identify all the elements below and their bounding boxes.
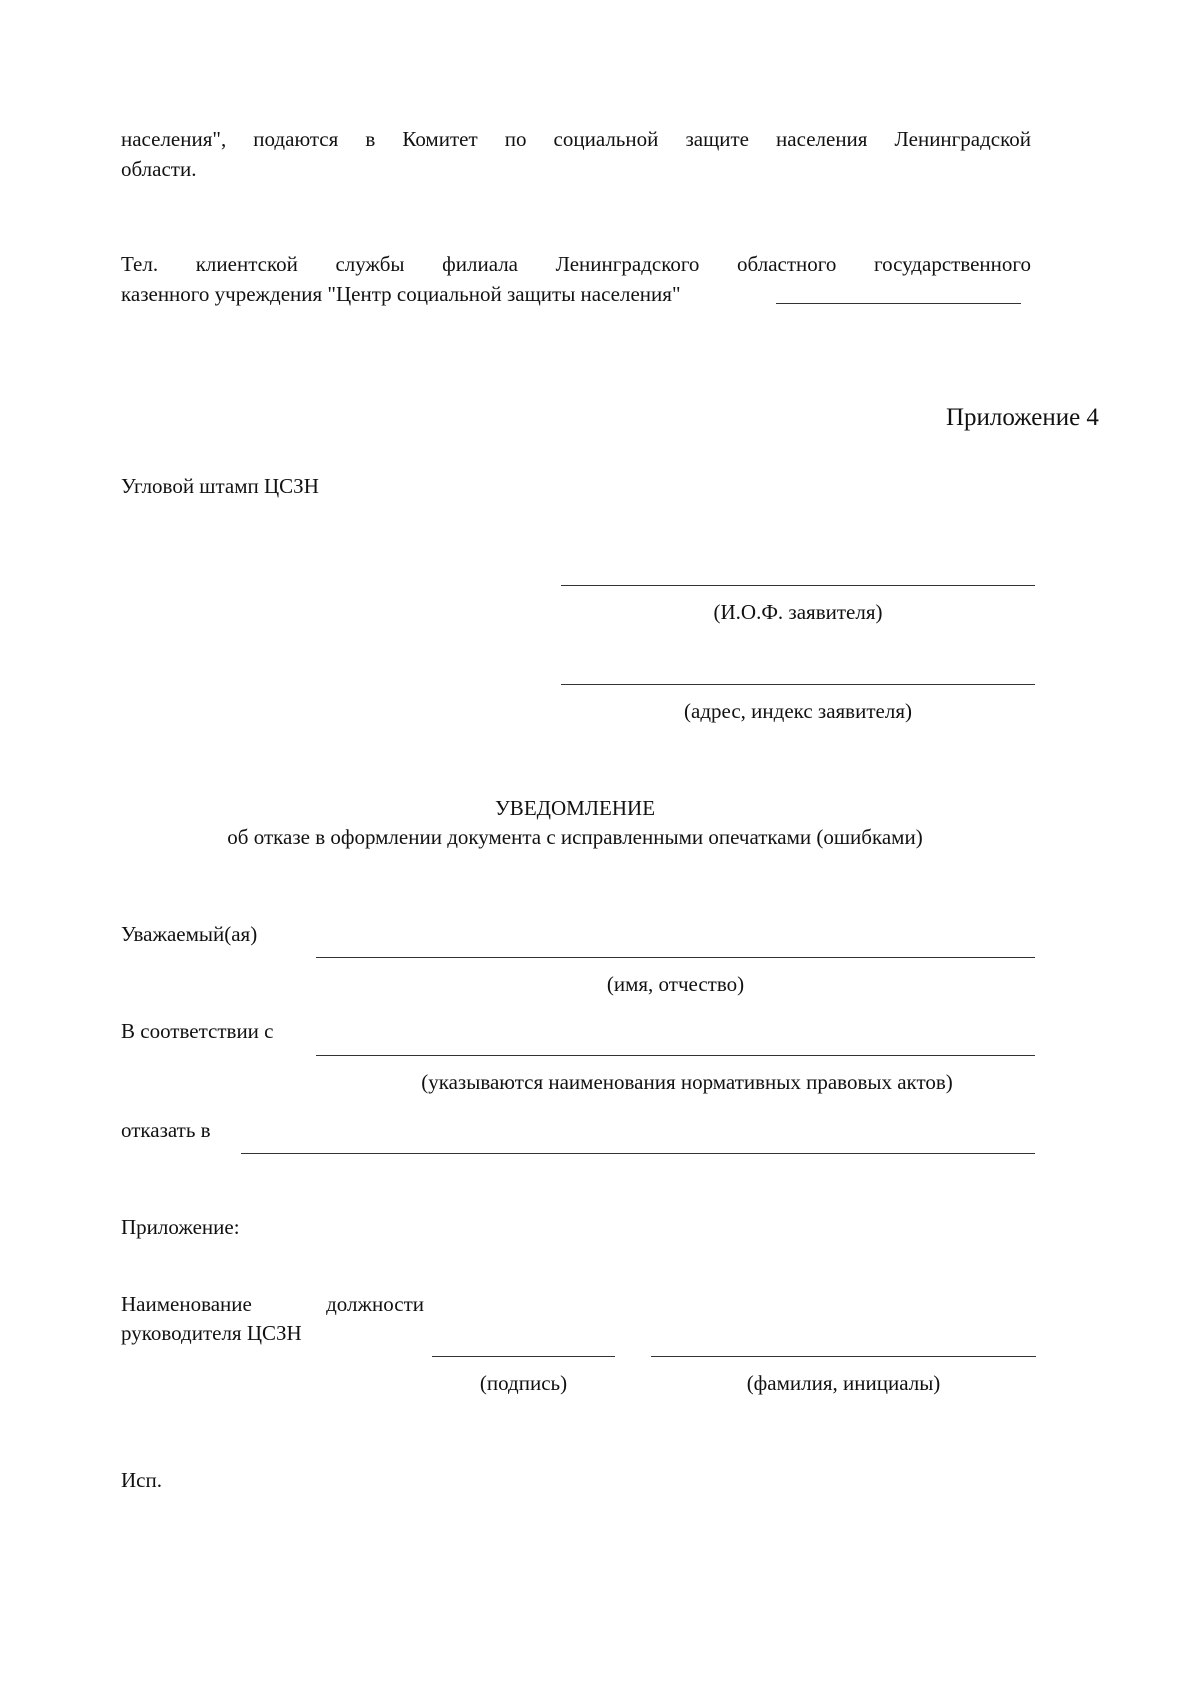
executor-label: Исп. [121,1468,162,1492]
accordance-caption: (указываются наименования нормативных правовых актов) [421,1070,953,1094]
greeting-label: Уважаемый(ая) [121,922,258,946]
greeting-caption: (имя, отчество) [606,972,745,996]
notice-subtitle: об отказе в оформлении документа с исправленными опечатками (ошибками) [227,825,923,849]
position-title-line2: руководителя ЦСЗН [121,1321,302,1345]
full-name-field[interactable] [651,1356,1036,1357]
position-title-line1: Наименование должности [121,1292,424,1316]
notice-title: УВЕДОМЛЕНИЕ [494,796,656,820]
intro-paragraph-line1: населения", подаются в Комитет по социальной защите населения Ленинградской [121,127,1031,151]
applicant-name-caption: (И.О.Ф. заявителя) [713,600,883,624]
accordance-label: В соответствии с [121,1019,274,1043]
appendix-title: Приложение 4 [946,404,1099,431]
applicant-address-field[interactable] [561,684,1035,685]
applicant-address-caption: (адрес, индекс заявителя) [684,699,912,723]
signature-field[interactable] [432,1356,615,1357]
refuse-field[interactable] [241,1153,1035,1154]
signature-caption: (подпись) [479,1371,568,1395]
corner-stamp-label: Угловой штамп ЦСЗН [121,474,319,498]
attachment-label: Приложение: [121,1215,240,1239]
phone-number-field[interactable] [776,303,1021,304]
phone-paragraph-line2: казенного учреждения "Центр социальной защиты населения" [121,282,681,306]
full-name-caption: (фамилия, инициалы) [746,1371,941,1395]
phone-paragraph-line1: Тел. клиентской службы филиала Ленинградского областного государственного [121,252,1031,276]
greeting-name-field[interactable] [316,957,1035,958]
refuse-label: отказать в [121,1118,211,1142]
accordance-field[interactable] [316,1055,1035,1056]
applicant-name-field[interactable] [561,585,1035,586]
intro-paragraph-line2: области. [121,157,197,181]
